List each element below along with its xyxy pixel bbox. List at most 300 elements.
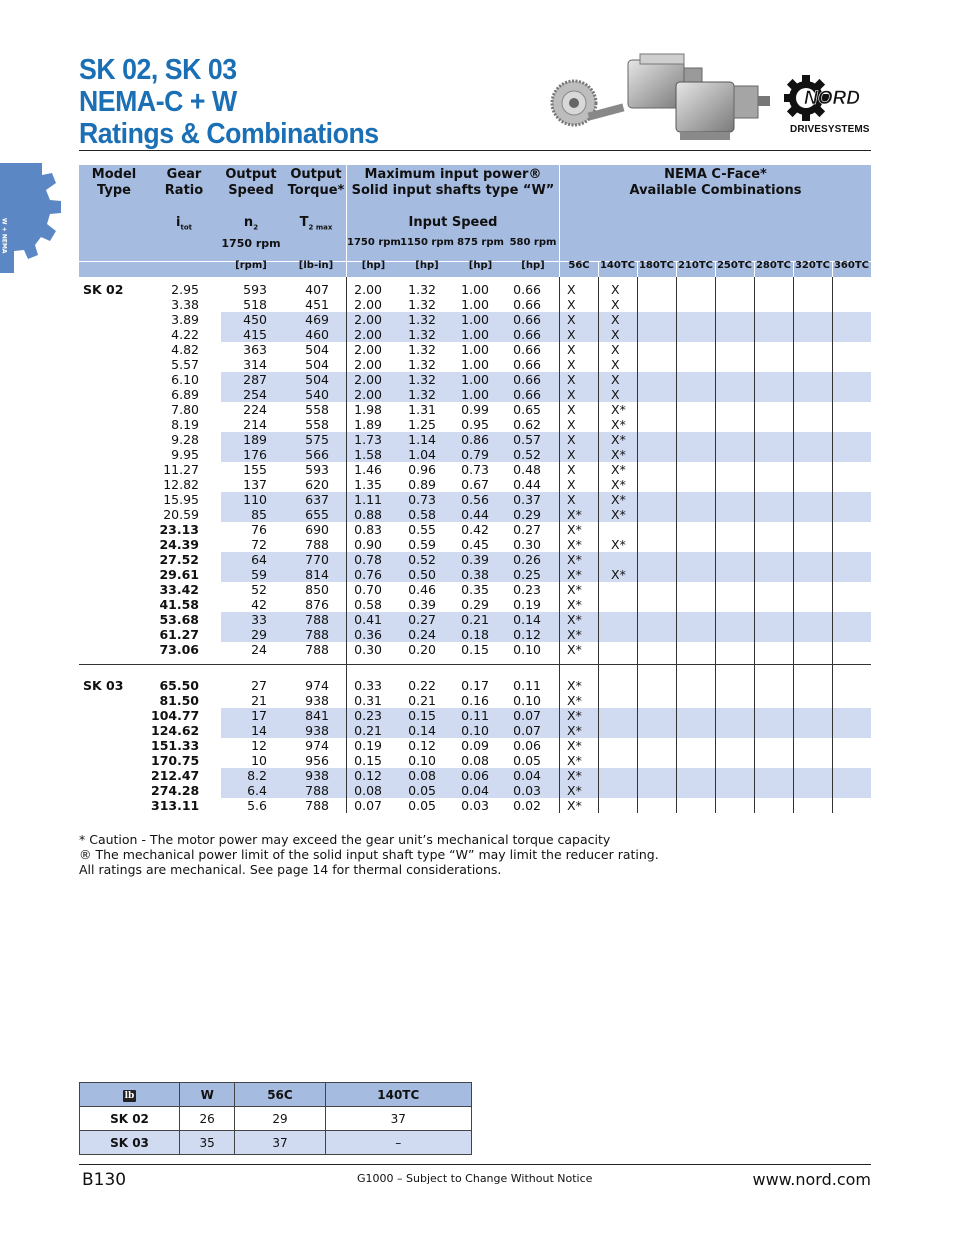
table-cell: 33.42 [159,582,199,597]
table-cell: 0.66 [513,387,541,402]
table-cell: 0.66 [513,357,541,372]
table-cell: 460 [305,327,329,342]
table-cell: 0.35 [461,582,489,597]
table-row [79,678,871,693]
table-cell: 518 [243,297,267,312]
col-model-type: Model Type [91,167,137,198]
nema-mark: X* [567,723,582,738]
table-cell: 0.39 [408,597,436,612]
table-cell: 876 [305,597,329,612]
table-cell: 0.06 [461,768,489,783]
table-cell: 287 [243,372,267,387]
speed-875: 875 rpm [457,237,504,248]
nema-mark: X* [611,402,626,417]
title-line: SK 02, SK 03 [79,54,237,86]
nema-mark: X [567,282,576,297]
table-cell: 0.66 [513,342,541,357]
column-line [754,277,755,813]
nema-mark: X [567,312,576,327]
table-row [79,708,871,723]
table-cell: 788 [305,642,329,657]
nema-mark: X* [567,678,582,693]
col-max-input-power: Maximum input power® Solid input shafts type “W” [351,167,555,198]
table-cell: 415 [243,327,267,342]
table-cell: 1.31 [408,402,436,417]
table-cell: 0.18 [461,627,489,642]
table-cell: 2.00 [354,357,382,372]
table-cell: 0.50 [408,567,436,582]
table-row [79,567,871,582]
table-cell: 0.83 [354,522,382,537]
table-cell: 558 [305,417,329,432]
footer-notice: G1000 – Subject to Change Without Notice [357,1172,593,1185]
nema-mark: X* [611,462,626,477]
table-cell: 1.32 [408,297,436,312]
page-number: B130 [82,1170,127,1190]
table-cell: 9.95 [171,447,199,462]
table-cell: 65.50 [159,678,199,693]
table-cell: 0.14 [408,723,436,738]
table-cell: 0.27 [408,612,436,627]
table-cell: 0.05 [513,753,541,768]
table-cell: 1.32 [408,282,436,297]
table-cell: 504 [305,372,329,387]
table-cell: 0.04 [461,783,489,798]
nema-mark: X* [567,738,582,753]
table-cell: 254 [243,387,267,402]
table-row [79,642,871,657]
input-speed-label: Input Speed [408,215,498,230]
nema-col-header: 140TC [599,260,636,271]
table-cell: 0.66 [513,312,541,327]
table-cell: 7.80 [171,402,199,417]
table-row [79,723,871,738]
table-cell: 0.21 [461,612,489,627]
unit-lbin: [lb-in] [298,260,334,271]
header-rule [79,150,871,151]
table-cell: 0.55 [408,522,436,537]
table-cell: 0.99 [461,402,489,417]
table-cell: 73.06 [159,642,199,657]
table-cell: 24.39 [159,537,199,552]
table-cell: 637 [305,492,329,507]
table-cell: 214 [243,417,267,432]
table-cell: 2.00 [354,342,382,357]
table-row [79,432,871,447]
nema-mark: X [611,297,620,312]
table-cell: 29.61 [159,567,199,582]
weight-row [80,1131,472,1155]
nema-mark: X [611,282,620,297]
table-row [79,552,871,567]
weight-value: 37 [235,1131,325,1155]
table-cell: 6.89 [171,387,199,402]
model-type-label: SK 02 [83,282,124,297]
table-cell: 0.33 [354,678,382,693]
table-row [79,522,871,537]
table-cell: 788 [305,798,329,813]
nema-mark: X* [567,612,582,627]
nema-col-header: 320TC [794,260,831,271]
col-gear-ratio: Gear Ratio [164,167,204,198]
table-cell: 0.11 [513,678,541,693]
table-cell: 540 [305,387,329,402]
unit-hp: [hp] [468,260,493,271]
footnote: * Caution - The motor power may exceed the gear unit’s mechanical torque capacity [79,832,611,847]
table-cell: 0.29 [513,507,541,522]
nema-col-header: 56C [568,260,590,271]
weight-value: 29 [235,1107,325,1131]
logo-subtitle: DRIVESYSTEMS [790,124,870,135]
table-cell: 1.00 [461,357,489,372]
nema-mark: X* [567,753,582,768]
table-cell: 2.00 [354,327,382,342]
table-row [79,447,871,462]
table-cell: 1.46 [354,462,382,477]
table-cell: 53.68 [159,612,199,627]
table-row [79,312,871,327]
side-tab-gear [0,163,64,273]
weight-value: 37 [325,1107,471,1131]
table-cell: 0.89 [408,477,436,492]
table-cell: 29 [251,627,267,642]
table-cell: 558 [305,402,329,417]
table-row [79,357,871,372]
table-cell: 0.44 [461,507,489,522]
nema-mark: X* [611,537,626,552]
table-cell: 0.04 [513,768,541,783]
table-cell: 0.03 [461,798,489,813]
nema-mark: X [567,372,576,387]
nema-col-header: 250TC [716,260,753,271]
table-cell: 137 [243,477,267,492]
footnotes [79,832,659,877]
table-cell: 0.76 [354,567,382,582]
table-cell: 1.98 [354,402,382,417]
table-cell: 0.23 [513,582,541,597]
table-cell: 0.26 [513,552,541,567]
nema-mark: X [567,387,576,402]
table-cell: 1.25 [408,417,436,432]
table-cell: 0.24 [408,627,436,642]
table-row [79,582,871,597]
speed-580: 580 rpm [509,237,557,248]
table-cell: 0.12 [408,738,436,753]
nema-mark: X [567,327,576,342]
table-cell: 0.10 [461,723,489,738]
table-cell: 0.39 [461,552,489,567]
table-cell: 788 [305,627,329,642]
nema-mark: X [611,357,620,372]
table-row [79,297,871,312]
table-cell: 0.15 [408,708,436,723]
table-cell: 0.42 [461,522,489,537]
table-cell: 0.16 [461,693,489,708]
table-cell: 1.00 [461,387,489,402]
table-row [79,738,871,753]
table-cell: 72 [251,537,267,552]
table-cell: 189 [243,432,267,447]
table-cell: 0.30 [354,642,382,657]
weight-value: 26 [180,1107,235,1131]
table-row [79,372,871,387]
nema-mark: X [611,387,620,402]
nema-mark: X* [611,477,626,492]
nema-mark: X* [567,798,582,813]
column-line [715,277,716,813]
nema-mark: X [611,372,620,387]
table-cell: 1.00 [461,372,489,387]
table-cell: 104.77 [151,708,200,723]
table-cell: 0.88 [354,507,382,522]
table-cell: 6.4 [247,783,267,798]
table-cell: 504 [305,342,329,357]
table-row [79,627,871,642]
table-cell: 1.58 [354,447,382,462]
table-cell: 1.04 [408,447,436,462]
table-cell: 0.11 [461,708,489,723]
table-cell: 0.23 [354,708,382,723]
table-cell: 6.10 [171,372,199,387]
table-row [79,342,871,357]
table-cell: 176 [243,447,267,462]
table-cell: 974 [305,678,329,693]
table-cell: 4.22 [171,327,199,342]
table-cell: 212.47 [151,768,200,783]
nema-mark: X [567,342,576,357]
speed-1150: 1150 rpm [400,237,454,248]
table-cell: 42 [251,597,267,612]
model-type-label: SK 03 [83,678,124,693]
table-row [79,783,871,798]
header-divider [793,261,794,277]
nema-mark: X* [611,507,626,522]
nema-mark: X* [567,783,582,798]
table-cell: 0.56 [461,492,489,507]
table-cell: 52 [251,582,267,597]
table-cell: 1.00 [461,312,489,327]
table-cell: 788 [305,537,329,552]
weight-table-header [80,1083,472,1107]
table-cell: 274.28 [151,783,200,798]
nema-mark: X [567,447,576,462]
table-cell: 59 [251,567,267,582]
table-cell: 0.20 [408,642,436,657]
table-cell: 0.37 [513,492,541,507]
table-cell: 0.25 [513,567,541,582]
table-row [79,492,871,507]
weight-row [80,1107,472,1131]
table-cell: 0.02 [513,798,541,813]
nema-mark: X* [567,552,582,567]
table-row [79,462,871,477]
table-row [79,693,871,708]
table-cell: 655 [305,507,329,522]
table-row [79,282,871,297]
table-cell: 33 [251,612,267,627]
table-cell: 17 [251,708,267,723]
nema-mark: X [567,297,576,312]
column-line [637,277,638,813]
table-cell: 5.57 [171,357,199,372]
speed-ref: 1750 rpm [221,237,281,250]
column-line [559,277,560,813]
weight-value: 35 [180,1131,235,1155]
table-cell: 27.52 [159,552,199,567]
header-divider [832,261,833,277]
table-cell: 2.00 [354,372,382,387]
table-cell: 0.57 [513,432,541,447]
table-cell: 64 [251,552,267,567]
table-cell: 0.78 [354,552,382,567]
col-nema-combinations: NEMA C-Face* Available Combinations [629,167,802,198]
table-cell: 8.2 [247,768,267,783]
table-cell: 469 [305,312,329,327]
nema-mark: X* [567,642,582,657]
table-cell: 155 [243,462,267,477]
table-cell: 15.95 [163,492,199,507]
table-row [79,477,871,492]
table-cell: 0.65 [513,402,541,417]
table-cell: 0.90 [354,537,382,552]
table-cell: 0.05 [408,798,436,813]
table-cell: 0.03 [513,783,541,798]
group-divider [79,664,871,665]
table-cell: 0.07 [513,723,541,738]
symbol-t2max: $T_{2 max}$ [299,215,333,232]
table-cell: 1.14 [408,432,436,447]
table-row [79,537,871,552]
table-cell: 566 [305,447,329,462]
side-tab-label: W + NEMA [0,218,8,254]
nema-mark: X [567,477,576,492]
table-cell: 0.36 [354,627,382,642]
table-cell: 0.38 [461,567,489,582]
header-divider [754,261,755,277]
table-cell: 1.00 [461,327,489,342]
col-output-torque: Output Torque* [287,167,345,198]
table-cell: 151.33 [151,738,200,753]
table-cell: 0.52 [408,552,436,567]
nema-col-header: 360TC [833,260,870,271]
table-cell: 1.32 [408,357,436,372]
table-row [79,768,871,783]
weight-icon: lb [80,1083,180,1107]
nema-col-header: 280TC [755,260,792,271]
table-cell: 593 [305,462,329,477]
table-cell: 0.46 [408,582,436,597]
col-output-speed: Output Speed [225,167,277,198]
table-cell: 2.00 [354,282,382,297]
table-cell: 124.62 [151,723,200,738]
table-cell: 314 [243,357,267,372]
table-row [79,507,871,522]
nema-mark: X* [567,693,582,708]
table-cell: 0.27 [513,522,541,537]
column-line [793,277,794,813]
weight-row-label: SK 03 [80,1131,180,1155]
table-cell: 0.73 [461,462,489,477]
footnote: All ratings are mechanical. See page 14 for thermal considerations. [79,862,502,877]
table-cell: 0.29 [461,597,489,612]
table-cell: 690 [305,522,329,537]
table-cell: 313.11 [151,798,200,813]
table-cell: 2.00 [354,297,382,312]
nema-mark: X* [611,567,626,582]
table-cell: 0.09 [461,738,489,753]
table-row [79,417,871,432]
table-cell: 0.08 [461,753,489,768]
table-cell: 2.95 [171,282,199,297]
table-cell: 76 [251,522,267,537]
column-line [598,277,599,813]
table-cell: 12.82 [163,477,199,492]
table-cell: 1.32 [408,312,436,327]
table-cell: 0.31 [354,693,382,708]
table-cell: 770 [305,552,329,567]
table-cell: 24 [251,642,267,657]
column-line [832,277,833,813]
table-cell: 938 [305,723,329,738]
table-cell: 3.38 [171,297,199,312]
title-line: Ratings & Combinations [79,118,379,150]
table-cell: 5.6 [247,798,267,813]
table-cell: 1.35 [354,477,382,492]
table-cell: 21 [251,693,267,708]
weight-value: – [325,1131,471,1155]
table-cell: 0.95 [461,417,489,432]
table-cell: 1.00 [461,342,489,357]
table-cell: 0.10 [513,693,541,708]
table-cell: 27 [251,678,267,693]
table-cell: 956 [305,753,329,768]
symbol-itot: $i_{tot}$ [176,215,192,232]
nema-mark: X* [567,708,582,723]
table-cell: 0.48 [513,462,541,477]
table-cell: 1.00 [461,282,489,297]
table-cell: 0.21 [408,693,436,708]
table-cell: 85 [251,507,267,522]
table-cell: 0.59 [408,537,436,552]
nema-mark: X [567,357,576,372]
table-cell: 0.07 [354,798,382,813]
table-cell: 0.70 [354,582,382,597]
table-cell: 1.00 [461,297,489,312]
weight-col: 56C [235,1083,325,1107]
table-cell: 938 [305,768,329,783]
table-cell: 0.08 [408,768,436,783]
table-cell: 10 [251,753,267,768]
table-cell: 2.00 [354,312,382,327]
table-row [79,402,871,417]
table-cell: 3.89 [171,312,199,327]
table-cell: 20.59 [163,507,199,522]
table-row [79,327,871,342]
table-cell: 0.86 [461,432,489,447]
unit-hp: [hp] [521,260,545,271]
table-cell: 12 [251,738,267,753]
table-cell: 41.58 [159,597,199,612]
table-cell: 0.58 [354,597,382,612]
column-line [346,277,347,813]
table-cell: 1.32 [408,327,436,342]
header-divider [598,261,599,277]
table-cell: 1.32 [408,342,436,357]
footnote: ® The mechanical power limit of the solid input shaft type “W” may limit the reducer rating. [79,847,659,862]
table-row [79,798,871,813]
table-cell: 0.21 [354,723,382,738]
table-cell: 788 [305,612,329,627]
